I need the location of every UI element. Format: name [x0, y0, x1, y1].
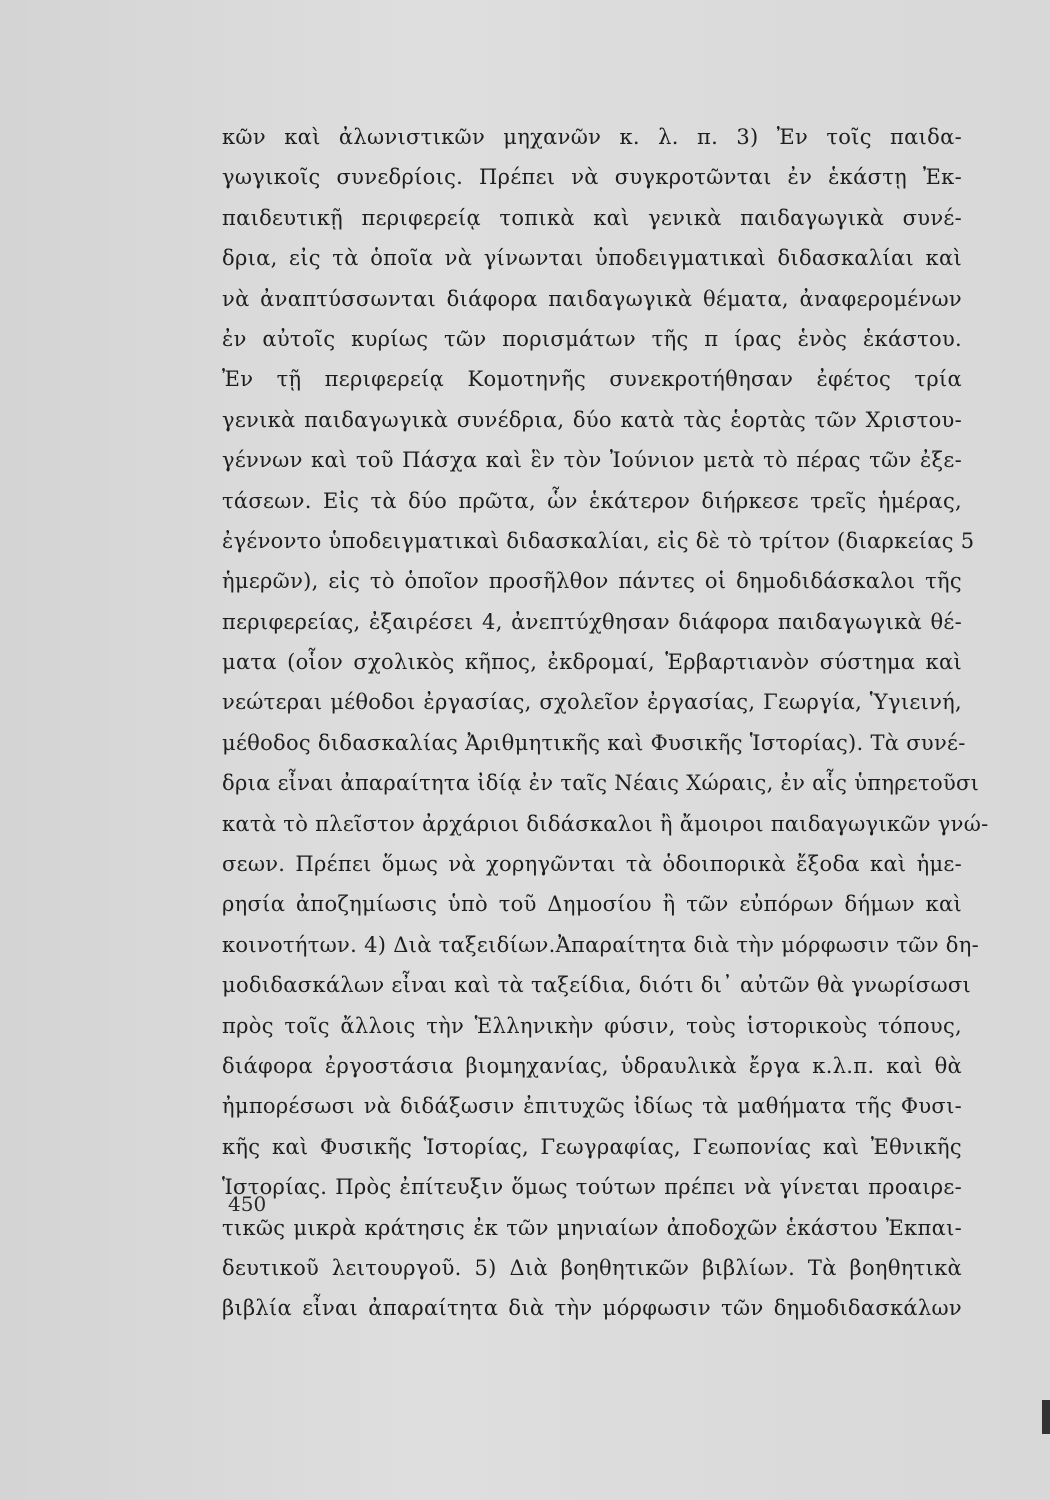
text-line: σεων. Πρέπει ὅμως νὰ χορηγῶνται τὰ ὁδοιπορικὰ ἔξοδα καὶ ἡμε-	[222, 852, 962, 877]
body-text	[222, 117, 989, 1329]
text-line: κῆς καὶ Φυσικῆς Ἱστορίας, Γεωγραφίας, Γεωπονίας καὶ Ἐθνικῆς	[222, 1134, 962, 1159]
text-line: Ἐν τῇ περιφερείᾳ Κομοτηνῆς συνεκροτήθησαν ἐφέτος τρία	[222, 367, 962, 392]
text-line: μοδιδασκάλων εἶναι καὶ τὰ ταξείδια, διότι δι᾽ αὐτῶν θὰ γνωρίσωσι	[222, 973, 972, 998]
text-line: τικῶς μικρὰ κράτησις ἐκ τῶν μηνιαίων ἀποδοχῶν ἑκάστου Ἐκπαι-	[222, 1215, 962, 1240]
text-line: βιβλία εἶναι ἀπαραίτητα διὰ τὴν μόρφωσιν τῶν δημοδιδασκάλων	[222, 1296, 962, 1321]
text-line: ἡμερῶν), εἰς τὸ ὁποῖον προσῆλθον πάντες οἱ δημοδιδάσκαλοι τῆς	[222, 569, 962, 594]
text-line: τάσεων. Εἰς τὰ δύο πρῶτα, ὧν ἑκάτερον διήρκεσε τρεῖς ἡμέρας,	[222, 488, 962, 513]
text-line: ρησία ἀποζημίωσις ὑπὸ τοῦ Δημοσίου ἢ τῶν εὐπόρων δήμων καὶ	[222, 892, 962, 917]
text-line: κατὰ τὸ πλεῖστον ἀρχάριοι διδάσκαλοι ἢ ἄμοιροι παιδαγωγικῶν γνώ-	[222, 811, 989, 836]
text-line: Ἱστορίας. Πρὸς ἐπίτευξιν ὅμως τούτων πρέπει νὰ γίνεται προαιρε-	[222, 1175, 962, 1200]
text-line: νὰ ἀναπτύσσωνται διάφορα παιδαγωγικὰ θέματα, ἀναφερομένων	[222, 286, 962, 311]
text-line: μέθοδος διδασκαλίας Ἀριθμητικῆς καὶ Φυσικῆς Ἱστορίας). Τὰ συνέ-	[222, 730, 966, 755]
text-line: ματα (οἷον σχολικὸς κῆπος, ἐκδρομαί, Ἑρβαρτιανὸν σύστημα καὶ	[222, 650, 962, 675]
text-line: περιφερείας, ἐξαιρέσει 4, ἀνεπτύχθησαν διάφορα παιδαγωγικὰ θέ-	[222, 609, 962, 634]
text-line: κῶν καὶ ἀλωνιστικῶν μηχανῶν κ. λ. π. 3) Ἐν τοῖς παιδα-	[222, 125, 962, 149]
text-line: νεώτεραι μέθοδοι ἐργασίας, σχολεῖον ἐργασίας, Γεωργία, Ὑγιεινή,	[222, 690, 962, 715]
text-line: παιδευτικῇ περιφερείᾳ τοπικὰ καὶ γενικὰ παιδαγωγικὰ συνέ-	[222, 205, 962, 230]
text-line: διάφορα ἐργοστάσια βιομηχανίας, ὑδραυλικὰ ἔργα κ.λ.π. καὶ θὰ	[222, 1053, 962, 1078]
edge-mark	[1042, 1400, 1050, 1434]
page-number: 450	[228, 1192, 267, 1216]
text-line: πρὸς τοῖς ἄλλοις τὴν Ἑλληνικὴν φύσιν, τοὺς ἱστορικοὺς τόπους,	[222, 1013, 962, 1038]
text-line: ἐγένοντο ὑποδειγματικαὶ διδασκαλίαι, εἰς δὲ τὸ τρίτον (διαρκείας 5	[222, 528, 975, 553]
text-line: δευτικοῦ λειτουργοῦ. 5) Διὰ βοηθητικῶν βιβλίων. Τὰ βοηθητικὰ	[222, 1255, 962, 1280]
text-line: δρια εἶναι ἀπαραίτητα ἰδίᾳ ἐν ταῖς Νέαις Χώραις, ἐν αἷς ὑπηρετοῦσι	[222, 771, 980, 796]
text-line: ἠμπορέσωσι νὰ διδάξωσιν ἐπιτυχῶς ἰδίως τὰ μαθήματα τῆς Φυσι-	[222, 1094, 962, 1119]
text-line: κοινοτήτων. 4) Διὰ ταξειδίων.Ἀπαραίτητα διὰ τὴν μόρφωσιν τῶν δη-	[222, 932, 980, 957]
text-line: δρια, εἰς τὰ ὁποῖα νὰ γίνωνται ὑποδειγματικαὶ διδασκαλίαι καὶ	[222, 246, 962, 271]
text-line: γενικὰ παιδαγωγικὰ συνέδρια, δύο κατὰ τὰς ἑορτὰς τῶν Χριστου-	[222, 407, 962, 432]
text-line: γωγικοῖς συνεδρίοις. Πρέπει νὰ συγκροτῶνται ἐν ἑκάστῃ Ἐκ-	[222, 165, 962, 190]
text-line: γέννων καὶ τοῦ Πάσχα καὶ ἓν τὸν Ἰούνιον μετὰ τὸ πέρας τῶν ἐξε-	[222, 448, 962, 473]
text-line: ἐν αὐτοῖς κυρίως τῶν πορισμάτων τῆς π ίρας ἑνὸς ἑκάστου.	[222, 326, 962, 351]
